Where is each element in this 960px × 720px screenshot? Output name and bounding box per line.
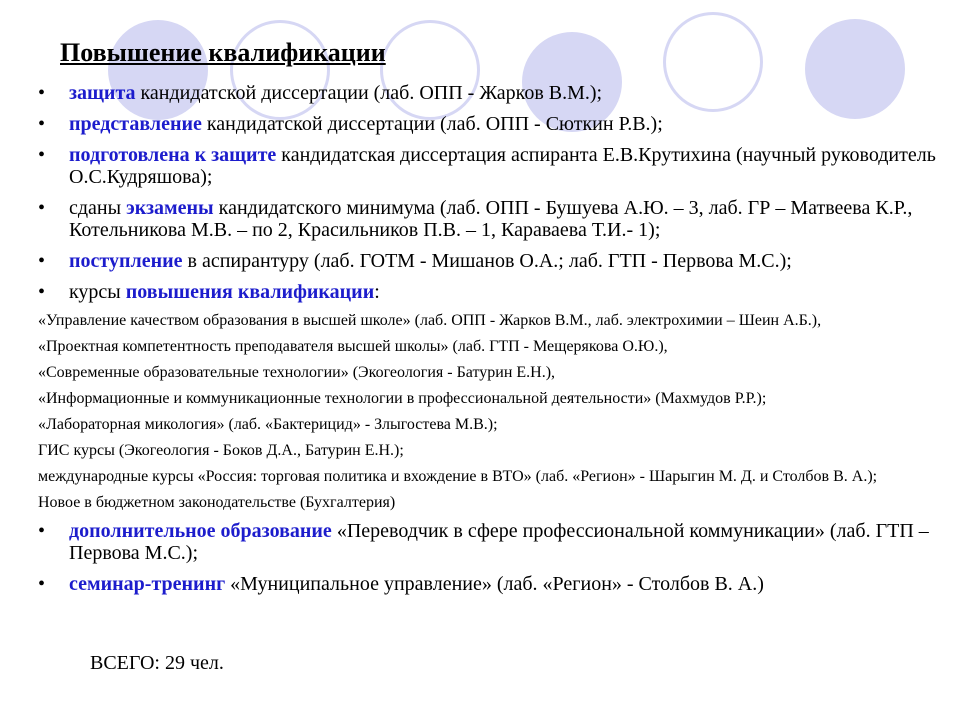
course-item: «Управление качеством образования в высшей школе» (лаб. ОПП - Жарков В.М., лаб. электрохимии – Шеин А.Б.),	[38, 312, 822, 329]
bullet-dot: •	[38, 144, 46, 166]
bullet-text: кандидатская диссертация аспиранта Е.В.Крутихина (научный руководитель О.С.Кудряшова);	[69, 144, 936, 188]
bullet-highlight: семинар-тренинг	[69, 573, 226, 595]
bullet-text: кандидатской диссертации (лаб. ОПП - Жарков В.М.);	[135, 82, 603, 104]
course-item: «Информационные и коммуникационные технологии в профессиональной деятельности» (Махмудов Р.Р.);	[38, 390, 767, 407]
bullet-text: кандидатской диссертации (лаб. ОПП - Сюткин Р.В.);	[201, 113, 663, 135]
bullet-text-prefix: сданы	[69, 197, 127, 219]
course-item: Новое в бюджетном законодательстве (Бухгалтерия)	[38, 494, 396, 511]
bullet-item	[38, 144, 943, 188]
bullet-item	[38, 281, 943, 303]
bullet-dot: •	[38, 573, 46, 595]
bullet-dot: •	[38, 113, 46, 135]
bullet-text: в аспирантуру (лаб. ГОТМ - Мишанов О.А.; лаб. ГТП - Первова М.С.);	[182, 250, 792, 272]
course-list	[38, 312, 943, 512]
bullet-text-prefix: курсы	[69, 281, 126, 303]
total-count: ВСЕГО: 29 чел.	[90, 652, 224, 674]
bullet-highlight: защита	[69, 82, 136, 104]
bullet-highlight: повышения квалификации	[125, 281, 375, 303]
bullet-highlight: дополнительное образование	[69, 520, 332, 542]
slide-title: Повышение квалификации	[60, 38, 386, 67]
bullet-highlight: экзамены	[126, 197, 214, 219]
bullet-item	[38, 573, 943, 595]
bullet-item	[38, 82, 943, 104]
bullet-dot: •	[38, 82, 46, 104]
slide-content	[38, 82, 943, 604]
bullet-item	[38, 113, 943, 135]
course-item: «Проектная компетентность преподавателя высшей школы» (лаб. ГТП - Мещерякова О.Ю.),	[38, 338, 668, 355]
top-bullet-list	[38, 82, 943, 303]
bullet-text: «Муниципальное управление» (лаб. «Регион» - Столбов В. А.)	[225, 573, 764, 595]
course-item: ГИС курсы (Экогеология - Боков Д.А., Батурин Е.Н.);	[38, 442, 404, 459]
bullet-dot: •	[38, 520, 46, 542]
course-item: «Современные образовательные технологии» (Экогеология - Батурин Е.Н.),	[38, 364, 556, 381]
bullet-dot: •	[38, 250, 46, 272]
course-item: международные курсы «Россия: торговая политика и вхождение в ВТО» (лаб. «Регион» - Шарыгин М. Д. и Столбов В. А.);	[38, 468, 878, 485]
course-item: «Лабораторная микология» (лаб. «Бактерицид» - Злыгостева М.В.);	[38, 416, 498, 433]
bullet-dot: •	[38, 197, 46, 219]
bottom-bullet-list	[38, 520, 943, 595]
bullet-highlight: поступление	[69, 250, 183, 272]
bullet-highlight: представление	[69, 113, 202, 135]
bullet-text: :	[374, 281, 380, 303]
bullet-item	[38, 250, 943, 272]
bullet-highlight: подготовлена к защите	[69, 144, 277, 166]
bullet-item	[38, 197, 943, 241]
bullet-item	[38, 520, 943, 564]
bullet-dot: •	[38, 281, 46, 303]
bullet-text: кандидатского минимума (лаб. ОПП - Бушуева А.Ю. – 3, лаб. ГР – Матвеева К.Р., Котельникова М.В. – по 2, Красильников П.В. – 1, Караваева Т.И.- 1);	[69, 197, 913, 241]
bullet-text: «Переводчик в сфере профессиональной коммуникации» (лаб. ГТП – Первова М.С.);	[69, 520, 929, 564]
